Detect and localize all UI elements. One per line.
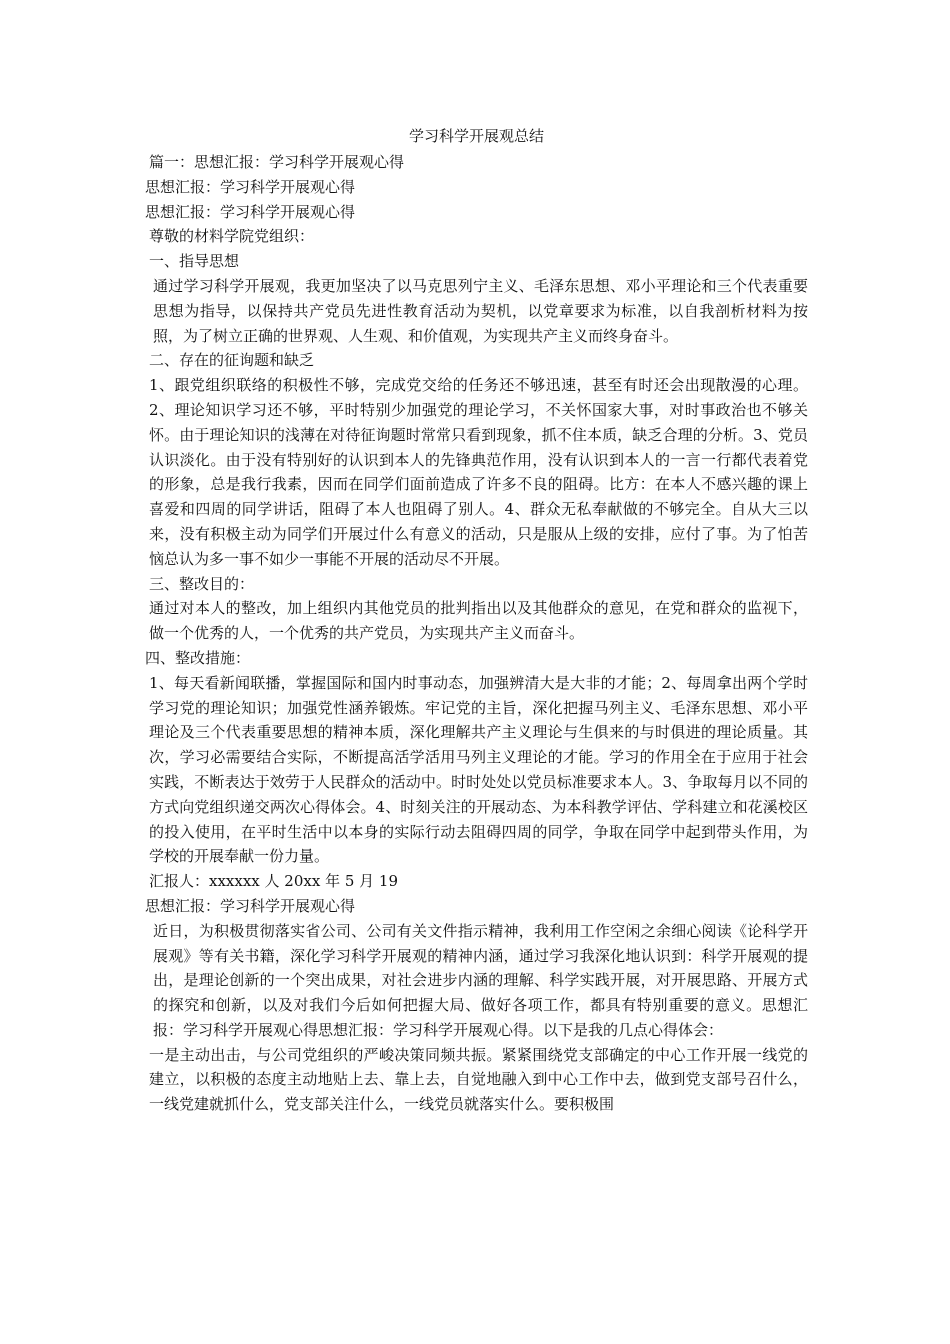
paragraph: 1、每天看新闻联播，掌握国际和国内时事动态，加强辨清大是大非的才能；2、每周拿出两个学时学习党的理论知识；加强党性涵养锻炼。牢记党的主旨，深化把握马列主义、毛泽东思想、邓小平理论及三个代表重要思想的精神本质，深化理解共产主义理论与生俱来的与时俱进的理论质量。其次，学习必需要结合实际，不断提高活学活用马列主义理论的才能。学习的作用全在于应用于社会实践，不断表达于效劳于人民群众的活动中。时时处处以党员标准要求本人。3、争取每月以不同的方式向党组织递交两次心得体会。4、时刻关注的开展动态、为本科教学评估、学科建立和花溪校区的投入使用，在平时生活中以本身的实际行动去阻碍四周的同学，争取在同学中起到带头作用，为学校的开展奉献一份力量。 bbox=[149, 673, 808, 866]
report-heading: 思想汇报：学习科学开展观心得 bbox=[145, 202, 356, 221]
document-page bbox=[145, 126, 808, 1117]
paragraph: 1、跟党组织联络的积极性不够，完成党交给的任务还不够迅速，甚至有时还会出现散漫的心理。2、理论知识学习还不够，平时特别少加强党的理论学习，不关怀国家大事，对时事政治也不够关怀。由于理论知识的浅薄在对待征询题时常常只看到现象，抓不住本质，缺乏合理的分析。3、党员认识淡化。由于没有特别好的认识到本人的先锋典范作用，没有认识到本人的一言一行都代表着党的形象，总是我行我素，因而在同学们面前造成了许多不良的阻碍。比方：在本人不感兴趣的课上喜爱和四周的同学讲话，阻碍了本人也阻碍了别人。4、群众无私奉献做的不够完全。自从大三以来，没有积极主动为同学们开展过什么有意义的活动，只是服从上级的安排，应付了事。为了怕苦恼总认为多一事不如少一事能不开展的活动尽不开展。 bbox=[149, 376, 808, 568]
section-heading: 二、存在的征询题和缺乏 bbox=[149, 351, 315, 370]
paragraph: 通过对本人的整改，加上组织内其他党员的批判指出以及其他群众的意见，在党和群众的监视下，做一个优秀的人，一个优秀的共产党员，为实现共产主义而奋斗。 bbox=[149, 599, 808, 643]
signature-line: 汇报人：xxxxxx 人 20xx 年 5 月 19 bbox=[149, 872, 399, 891]
section-heading-part-one: 篇一：思想汇报：学习科学开展观心得 bbox=[149, 153, 405, 171]
paragraph: 通过学习科学开展观，我更加坚决了以马克思列宁主义、毛泽东思想、邓小平理论和三个代表重要思想为指导，以保持共产党员先进性教育活动为契机，以党章要求为标准，以自我剖析材料为按照，为了树立正确的世界观、人生观、和价值观，为实现共产主义而终身奋斗。 bbox=[153, 276, 808, 345]
section-heading: 三、整改目的： bbox=[149, 574, 255, 593]
section-heading: 一、指导思想 bbox=[149, 252, 240, 271]
report-heading: 思想汇报：学习科学开展观心得 bbox=[145, 896, 356, 915]
salutation: 尊敬的材料学院党组织： bbox=[149, 227, 315, 246]
document-title: 学习科学开展观总结 bbox=[408, 127, 544, 145]
report-heading: 思想汇报：学习科学开展观心得 bbox=[145, 177, 356, 196]
paragraph: 一是主动出击，与公司党组织的严峻决策同频共振。紧紧围绕党支部确定的中心工作开展一线党的建立，以积极的态度主动地贴上去、靠上去，自觉地融入到中心工作中去，做到党支部号召什么，一线党建就抓什么，党支部关注什么，一线党员就落实什么。要积极围 bbox=[149, 1045, 808, 1114]
section-heading: 四、整改措施： bbox=[145, 648, 251, 667]
paragraph: 近日，为积极贯彻落实省公司、公司有关文件指示精神，我利用工作空闲之余细心阅读《论科学开展观》等有关书籍，深化学习科学开展观的精神内涵，通过学习我深化地认识到：科学开展观的提出，是理论创新的一个突出成果，对社会进步内涵的理解、科学实践开展，对开展思路、开展方式的探究和创新，以及对我们今后如何把握大局、做好各项工作，都具有特别重要的意义。思想汇报：学习科学开展观心得思想汇报：学习科学开展观心得。以下是我的几点心得体会： bbox=[153, 921, 808, 1039]
